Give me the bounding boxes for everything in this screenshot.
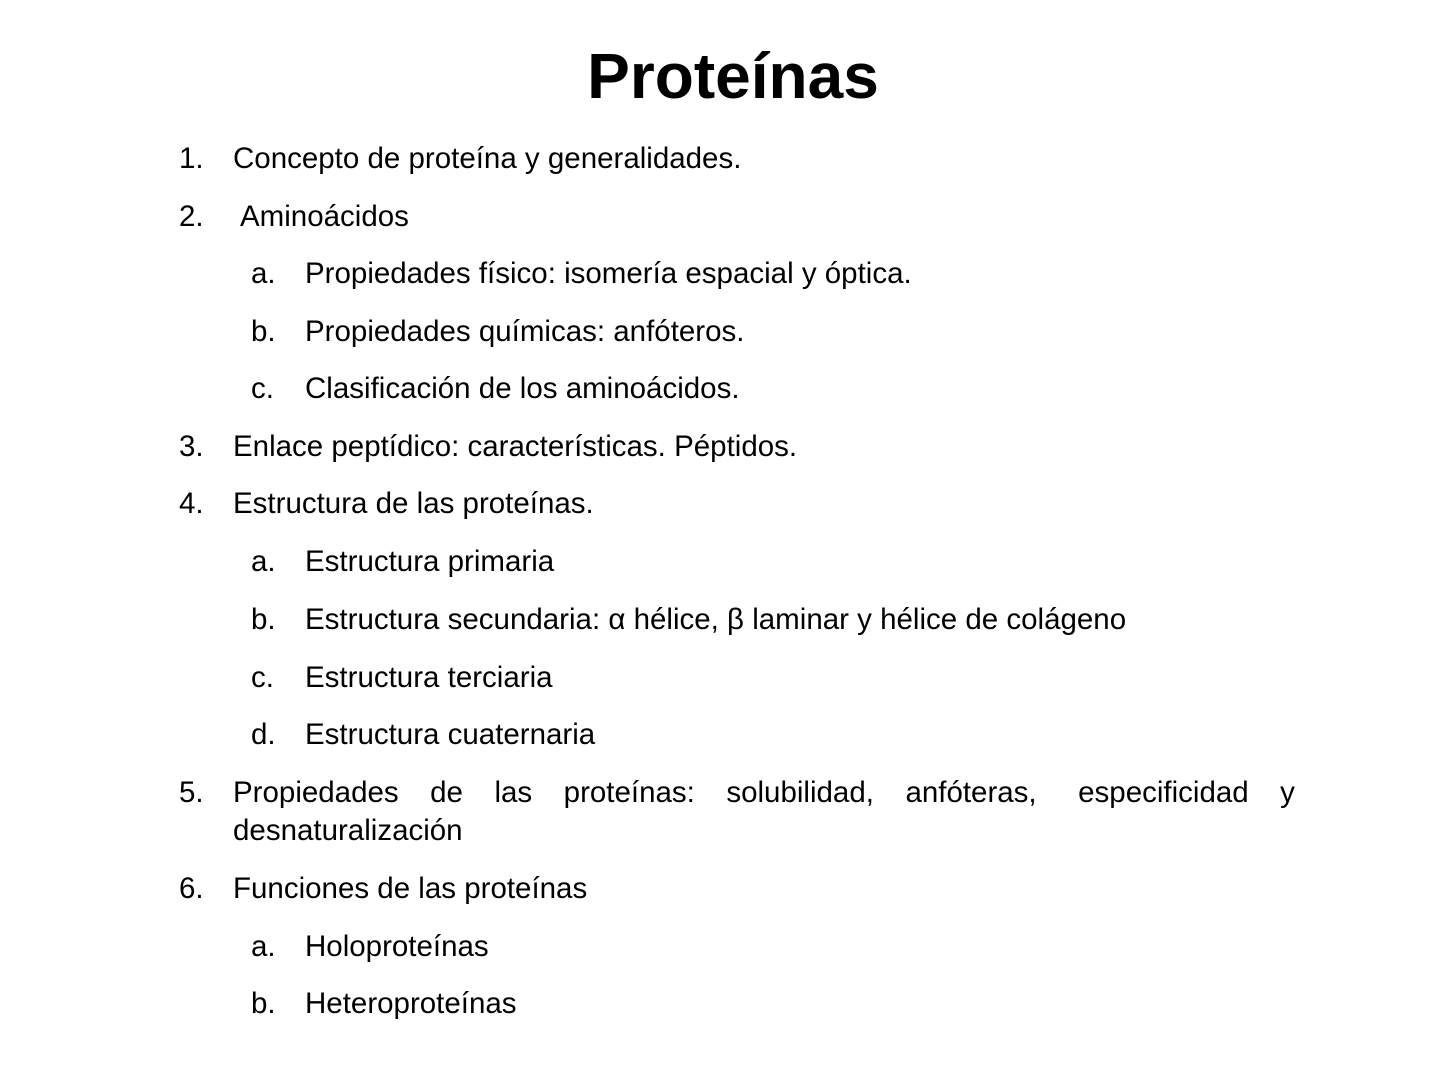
list-item-text: Aminoácidos — [240, 200, 409, 233]
list-marker: 5. — [179, 776, 204, 809]
list-item-text: Estructura secundaria: α hélice, β laminar y hélice de colágeno — [305, 603, 1127, 636]
page-title: Proteínas — [587, 40, 879, 112]
list-item-text: Estructura primaria — [305, 545, 555, 578]
list-item-text: Estructura cuaternaria — [305, 718, 596, 751]
list-item-text: Holoproteínas — [305, 930, 489, 963]
word: especificidad — [1078, 776, 1249, 809]
list-item-text: Heteroproteínas — [305, 987, 517, 1020]
list-item-text: Estructura de las proteínas. — [233, 487, 594, 520]
list-marker: c. — [251, 372, 274, 405]
word: de — [430, 776, 463, 809]
list-marker: b. — [251, 315, 276, 348]
list-item-text: Enlace peptídico: características. Péptidos. — [233, 430, 798, 463]
list-marker: b. — [251, 603, 276, 636]
list-item-text: Concepto de proteína y generalidades. — [233, 142, 742, 175]
list-item-text: Propiedades químicas: anfóteros. — [305, 315, 745, 348]
list-marker: 2. — [179, 200, 204, 233]
list-marker: c. — [251, 661, 274, 694]
word: solubilidad, — [726, 776, 874, 809]
list-item-text-line2: desnaturalización — [233, 814, 463, 847]
list-marker: a. — [251, 930, 276, 963]
list-marker: 1. — [179, 142, 204, 175]
list-item-text: Funciones de las proteínas — [233, 872, 588, 905]
word: anfóteras, — [905, 776, 1037, 809]
list-marker: 6. — [179, 872, 204, 905]
word: y — [1280, 776, 1295, 809]
list-marker: a. — [251, 257, 276, 290]
word: proteínas: — [563, 776, 695, 809]
list-marker: d. — [251, 718, 276, 751]
list-item-text: Clasificación de los aminoácidos. — [305, 372, 740, 405]
list-marker: 4. — [179, 487, 204, 520]
word: Propiedades — [233, 776, 399, 809]
list-marker: b. — [251, 987, 276, 1020]
list-item-text: Propiedades físico: isomería espacial y óptica. — [305, 257, 912, 290]
list-marker: 3. — [179, 430, 204, 463]
list-marker: a. — [251, 545, 276, 578]
list-item-text-line1 — [233, 774, 1295, 812]
word: las — [494, 776, 533, 809]
list-item-text: Estructura terciaria — [305, 661, 553, 694]
